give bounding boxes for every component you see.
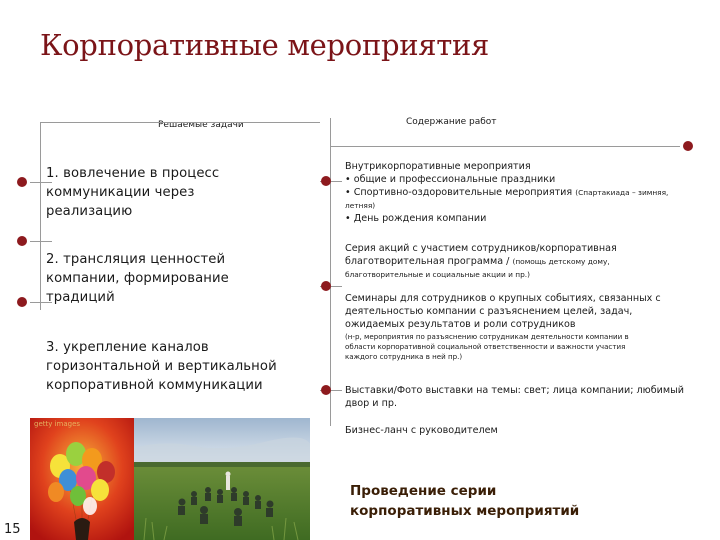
timeline-tick bbox=[30, 241, 52, 242]
left-header-rule bbox=[40, 122, 320, 123]
balloons-photo bbox=[30, 418, 134, 540]
work-text-note: летняя) bbox=[345, 201, 376, 210]
work-item-seminars bbox=[345, 292, 661, 331]
works-column-header: Содержание работ bbox=[406, 117, 497, 127]
work-text: деятельностью компании с разъяснением целей, задач, bbox=[345, 306, 633, 317]
task-text: корпоративной коммуникации bbox=[46, 378, 263, 393]
task-item bbox=[46, 338, 277, 395]
work-item-corporate-events bbox=[345, 160, 668, 225]
work-item-seminars-note bbox=[345, 332, 629, 362]
work-text: Семинары для сотрудников о крупных событиях, связанных с bbox=[345, 293, 661, 304]
work-text-note: (помощь детскому дому, bbox=[512, 257, 610, 266]
work-text-note: каждого сотрудника в ней пр.) bbox=[345, 352, 463, 361]
timeline-dot bbox=[17, 236, 27, 246]
task-text: горизонтальной и вертикальной bbox=[46, 359, 277, 374]
page-number: 15 bbox=[4, 522, 21, 537]
work-text-part: благотворительная программа / bbox=[345, 256, 510, 267]
work-text: Выставки/Фото выставки на темы: свет; лица компании; любимый bbox=[345, 385, 684, 396]
work-text: Серия акций с участием сотрудников/корпоративная bbox=[345, 243, 617, 254]
work-text: • общие и профессиональные праздники bbox=[345, 174, 556, 185]
work-item-business-lunch bbox=[345, 424, 498, 437]
work-text-note: (Спартакиада – зимняя, bbox=[575, 188, 669, 197]
work-text-note: области корпоративной социальной ответственности и важности участия bbox=[345, 342, 626, 351]
timeline-dot bbox=[321, 385, 331, 395]
task-text: 3. укрепление каналов bbox=[46, 340, 209, 355]
work-text-note: (н-р, мероприятия по разъяснению сотрудникам деятельности компании в bbox=[345, 332, 629, 341]
task-item bbox=[46, 164, 219, 221]
caption-line: корпоративных мероприятий bbox=[350, 503, 580, 519]
work-item-exhibitions bbox=[345, 384, 684, 410]
task-text: коммуникации через bbox=[46, 185, 195, 200]
work-text: Бизнес-ланч с руководителем bbox=[345, 425, 498, 436]
photo-watermark: getty images bbox=[34, 420, 81, 428]
task-text: 2. трансляция ценностей bbox=[46, 252, 226, 267]
photo-caption bbox=[350, 481, 579, 521]
work-text-part: • Спортивно-оздоровительные мероприятия bbox=[345, 187, 573, 198]
left-timeline bbox=[40, 122, 41, 310]
task-text: реализацию bbox=[46, 204, 133, 219]
work-text: • День рождения компании bbox=[345, 213, 487, 224]
work-text-note: благотворительные и социальные акции и пр.) bbox=[345, 270, 531, 279]
tasks-column-header: Решаемые задачи bbox=[158, 120, 244, 130]
slide-title: Корпоративные мероприятия bbox=[40, 28, 490, 62]
work-text bbox=[345, 186, 668, 199]
timeline-dot bbox=[17, 177, 27, 187]
timeline-dot bbox=[321, 281, 331, 291]
timeline-dot bbox=[321, 176, 331, 186]
right-header-rule bbox=[330, 146, 680, 147]
task-text: компании, формирование bbox=[46, 271, 229, 286]
work-text: Внутрикорпоративные мероприятия bbox=[345, 161, 531, 172]
work-text: двор и пр. bbox=[345, 398, 397, 409]
right-timeline bbox=[330, 118, 331, 426]
field-meeting-photo bbox=[134, 418, 310, 540]
task-item bbox=[46, 250, 229, 307]
timeline-dot bbox=[683, 141, 693, 151]
timeline-dot bbox=[17, 297, 27, 307]
work-text: ожидаемых результатов и роли сотрудников bbox=[345, 319, 576, 330]
work-item-charity bbox=[345, 242, 617, 281]
task-text: 1. вовлечение в процесс bbox=[46, 166, 220, 181]
work-text bbox=[345, 255, 617, 268]
caption-line: Проведение серии bbox=[350, 483, 497, 499]
task-text: традиций bbox=[46, 290, 115, 305]
